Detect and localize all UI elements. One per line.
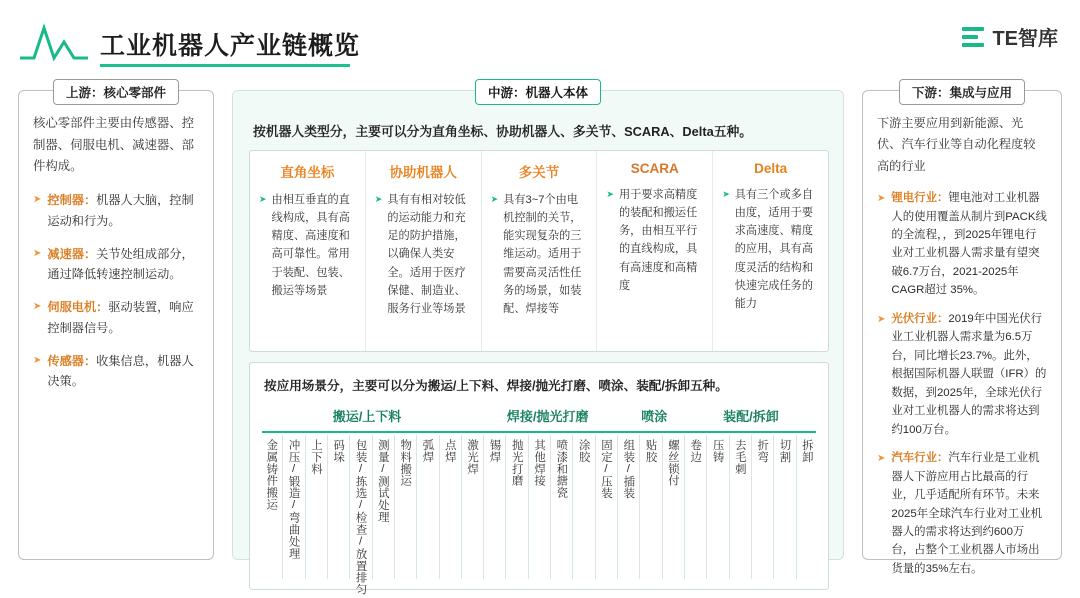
scene-item — [639, 433, 661, 581]
type-lead-text: 按机器人类型分，主要可以分为直角坐标、协助机器人、多关节、SCARA、Delta五种。 — [253, 124, 753, 139]
scene-item — [528, 433, 550, 581]
scene-item — [796, 433, 818, 581]
brand-logo — [962, 22, 1058, 51]
scene-group-label: 装配/拆卸 — [723, 409, 779, 424]
list-item-text: 机器人大脑，控制运动和行为。 — [47, 193, 194, 228]
robot-type-table — [249, 150, 829, 352]
scene-item-label: 压铸 — [711, 439, 724, 463]
list-item-text: 锂电池对工业机器人的使用覆盖从制片到PACK线的全流程，，到2025年锂电行业对工业机器人需求量有望突破6.7万台，2021-2025年CAGR超过 35%。 — [891, 192, 1047, 297]
list-item — [877, 189, 1047, 300]
scene-item-label: 激光焊 — [466, 439, 479, 475]
arrow-icon: ➤ — [606, 189, 614, 199]
brand-name: TE智库 — [992, 28, 1058, 50]
arrow-icon: ➤ — [877, 453, 886, 465]
scene-item-label: 喷漆和搪瓷 — [555, 439, 568, 499]
scene-group-label: 搬运/上下料 — [332, 409, 402, 424]
robot-type-column — [596, 151, 712, 351]
robot-type-column — [365, 151, 481, 351]
scene-item-label: 涂胶 — [577, 439, 590, 463]
scene-item-label: 卷边 — [689, 439, 702, 463]
scene-group-row — [260, 406, 818, 425]
scene-item-label: 抛光打磨 — [510, 439, 523, 487]
scene-item-label: 折弯 — [756, 439, 769, 463]
list-item — [877, 449, 1047, 578]
title-underline — [100, 64, 350, 67]
scene-item-label: 其他焊接 — [533, 439, 546, 487]
scene-item — [505, 433, 527, 581]
arrow-icon: ➤ — [259, 194, 267, 204]
list-item-text: 汽车行业是工业机器人下游应用占比最高的行业，几乎适配所有环节。未来2025年全球汽车行业对工业机器人的需求将达到约600万台，占整个工业机器人市场出货量的35%左右。 — [891, 452, 1043, 575]
application-scene-table — [249, 362, 829, 596]
arrow-icon: ➤ — [877, 193, 886, 205]
scene-item — [372, 433, 394, 581]
page-header — [0, 0, 1080, 82]
robot-type-desc: 由相互垂直的直线构成，具有高精度、高速度和高可靠性。常用于装配、包装、搬运等场景 — [271, 194, 350, 297]
scene-item-label: 贴胶 — [644, 439, 657, 463]
robot-type-desc: 具有有相对较低的运动能力和充足的防护措施，以确保人类安全。适用于医疗保健、制造业、服务行业等场景 — [387, 194, 466, 315]
scene-item — [327, 433, 349, 581]
list-item-term: 传感器： — [47, 353, 97, 368]
zigzag-peak-icon — [18, 18, 90, 64]
list-item-term: 伺服电机： — [47, 300, 109, 315]
scene-item — [349, 433, 371, 596]
list-item-term: 光伏行业： — [891, 312, 949, 325]
downstream-panel-title: 下游：集成与应用 — [899, 79, 1025, 105]
scene-item-label: 去毛刺 — [733, 439, 746, 475]
scene-item — [773, 433, 795, 581]
scene-item-label: 弧焊 — [421, 439, 434, 463]
robot-type-column — [481, 151, 597, 351]
scene-group-label: 焊接/抛光打磨 — [506, 409, 589, 424]
arrow-icon: ➤ — [374, 194, 383, 204]
scene-item-label: 测量/测试处理 — [376, 439, 389, 523]
robot-type-name: 多关节 — [518, 165, 560, 180]
scene-item — [550, 433, 572, 581]
upstream-panel — [18, 86, 214, 560]
downstream-intro: 下游主要应用到新能源、光伏、汽车行业等自动化程度较高的行业 — [877, 116, 1036, 173]
list-item-text: 2019年中国光伏行业工业机器人需求量为6.5万台，同比增长23.7%。此外，根据国际机器人联盟（IFR）的数据，到2025年，全球光伏行业对工业机器人的需求将达到约100万台。 — [891, 312, 1047, 436]
list-item-text: 关节处组成部分，通过降低转速控制运动。 — [47, 246, 194, 282]
scene-item — [394, 433, 416, 581]
scene-item-row — [260, 433, 818, 596]
scene-item — [572, 433, 594, 581]
robot-type-column — [712, 151, 828, 351]
list-item-term: 锂电行业： — [891, 192, 949, 205]
arrow-icon: ➤ — [33, 194, 42, 206]
scene-item-label: 金属铸件搬运 — [265, 439, 278, 511]
scene-item — [617, 433, 639, 581]
midstream-panel — [232, 86, 844, 596]
robot-type-desc: 具有三个或多自由度，适用于要求高速度、精度的应用，具有高度灵活的结构和快速完成任务的能力 — [734, 189, 814, 310]
upstream-panel-title: 上游：核心零部件 — [53, 79, 179, 105]
scene-item-label: 锡焊 — [488, 439, 501, 463]
scene-item — [729, 433, 751, 581]
scene-item — [461, 433, 483, 581]
list-item-text: 收集信息，机器人决策。 — [47, 353, 194, 389]
te-bars-icon — [962, 27, 984, 47]
scene-item — [260, 433, 282, 581]
list-item-term: 控制器： — [47, 193, 97, 208]
robot-type-name: 协助机器人 — [389, 165, 457, 180]
downstream-panel — [862, 86, 1062, 575]
arrow-icon: ➤ — [33, 247, 42, 259]
scene-item-label: 码垛 — [332, 439, 345, 463]
arrow-icon: ➤ — [490, 194, 499, 204]
scene-item-label: 组装/插装 — [622, 439, 635, 500]
scene-item-label: 物料搬运 — [399, 439, 412, 487]
list-item-term: 减速器： — [47, 246, 97, 261]
scene-item-label: 螺丝锁付 — [666, 439, 679, 487]
arrow-icon: ➤ — [722, 189, 730, 199]
scene-group-label: 喷涂 — [641, 409, 668, 424]
arrow-icon: ➤ — [877, 313, 886, 325]
scene-item-label: 上下料 — [309, 439, 322, 475]
midstream-panel-title: 中游：机器人本体 — [475, 79, 601, 105]
robot-type-desc: 用于要求高精度的装配和搬运任务，由相互平行的直线构成，具有高速度和高精度 — [618, 189, 698, 292]
scene-item — [416, 433, 438, 581]
robot-type-desc: 具有3~7个由电机控制的关节，能实现复杂的三维运动。适用于需要高灵活性任务的场景，如装配、焊接等 — [503, 194, 582, 315]
scene-item-label: 固定/压装 — [599, 439, 612, 500]
robot-type-name: Delta — [754, 161, 788, 176]
robot-type-name: 直角坐标 — [280, 165, 335, 180]
scene-item-label: 拆卸 — [800, 439, 813, 463]
list-item — [33, 297, 199, 338]
scene-item — [662, 433, 684, 581]
scene-item-label: 冲压/锻造/弯曲处理 — [287, 439, 300, 560]
arrow-icon: ➤ — [33, 354, 42, 366]
scene-item-label: 切割 — [778, 439, 791, 463]
page-title: 工业机器人产业链概览 — [100, 32, 361, 60]
scene-item-label: 包装/拣选/检查/放置排匀 — [354, 439, 367, 596]
list-item — [33, 351, 199, 392]
upstream-intro: 核心零部件主要由传感器、控制器、伺服电机、减速器、部件构成。 — [33, 116, 195, 174]
arrow-icon: ➤ — [33, 301, 42, 313]
list-item — [33, 190, 199, 231]
robot-type-column — [250, 151, 365, 351]
list-item-text: 驱动装置，响应控制器信号。 — [47, 300, 194, 335]
scene-item — [305, 433, 327, 581]
scene-item — [282, 433, 304, 581]
scene-lead-text: 按应用场景分，主要可以分为搬运/上下料、焊接/抛光打磨、喷涂、装配/拆卸五种。 — [264, 379, 728, 393]
list-item — [33, 244, 199, 285]
robot-type-name: SCARA — [630, 161, 679, 176]
scene-item-label: 点焊 — [443, 439, 456, 463]
scene-item — [684, 433, 706, 581]
scene-item — [483, 433, 505, 581]
scene-item — [595, 433, 617, 581]
list-item — [877, 310, 1047, 439]
list-item-term: 汽车行业： — [891, 452, 949, 465]
scene-item — [439, 433, 461, 581]
scene-item — [751, 433, 773, 581]
scene-item — [706, 433, 728, 581]
